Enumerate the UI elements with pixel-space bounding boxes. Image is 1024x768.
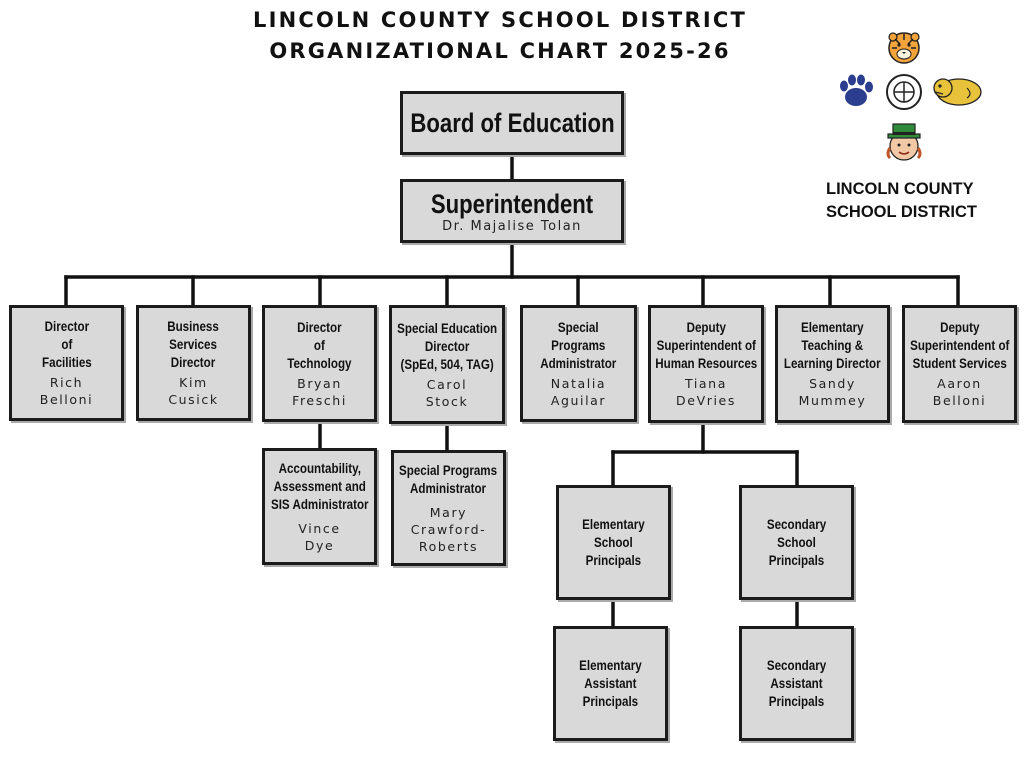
bear-paw-icon [840, 75, 873, 107]
person-name: Kim Cusick [168, 375, 219, 407]
deputy-superintendent-hr-box [648, 305, 764, 423]
superintendent-name: Dr. Majalise Tolan [442, 218, 582, 234]
superintendent-label: Superintendent [430, 188, 594, 219]
role-label: Deputy Superintendent of Human Resources [655, 320, 757, 371]
special-programs-administrator-sub-box [391, 450, 506, 566]
director-technology-box [262, 305, 377, 422]
board-label: Board of Education [409, 107, 615, 138]
person-name: Bryan Freschi [292, 375, 347, 408]
role-label: Special Programs Administrator [540, 319, 617, 371]
person-name: Rich Belloni [39, 375, 94, 407]
role-label: Special Education Director (SpEd, 504, TAG) [396, 320, 498, 372]
leprechaun-mascot-icon [888, 124, 920, 160]
person-name: Vince Dye [298, 520, 341, 553]
logo-text-line1: LINCOLN COUNTY [826, 180, 974, 198]
district-logo [826, 26, 1006, 226]
special-programs-administrator-box [520, 305, 637, 422]
role-label: Special Programs Administrator [399, 462, 498, 496]
business-services-director-box [136, 305, 251, 421]
role-label: Deputy Superintendent of Student Services [909, 320, 1010, 371]
elementary-assistant-principals-box [553, 626, 668, 741]
role-label: Business Services Director [167, 319, 220, 370]
superintendent-box [400, 179, 624, 243]
person-name: Sandy Mummey [798, 376, 867, 408]
tiger-mascot-icon [889, 33, 919, 63]
director-facilities-box [9, 305, 124, 421]
chart-title-line1: LINCOLN COUNTY SCHOOL DISTRICT [253, 8, 747, 32]
compass-icon [887, 75, 921, 109]
role-label: Accountability, Assessment and SIS Administrator [270, 460, 369, 512]
role-label: Elementary Assistant Principals [579, 657, 642, 709]
person-name: Natalia Aguilar [550, 375, 607, 408]
person-name: Tiana DeVries [676, 376, 736, 408]
chart-title-line2: ORGANIZATIONAL CHART 2025-26 [269, 39, 731, 63]
elementary-school-principals-box [556, 485, 671, 600]
person-name: Mary Crawford- Roberts [410, 504, 487, 554]
accountability-assessment-box [262, 448, 377, 565]
special-education-director-box [389, 305, 505, 424]
logo-text [826, 178, 1006, 224]
person-name: Aaron Belloni [932, 376, 987, 408]
board-of-education-box [400, 91, 624, 155]
role-label: Director of Facilities [41, 319, 92, 370]
role-label: Elementary Teaching & Learning Director [784, 320, 881, 371]
role-label: Director of Technology [287, 319, 352, 371]
person-name: Carol Stock [425, 376, 469, 409]
secondary-assistant-principals-box [739, 626, 854, 741]
role-label: Secondary School Principals [766, 516, 827, 568]
secondary-school-principals-box [739, 485, 854, 600]
deputy-superintendent-student-services-box [902, 305, 1017, 423]
cougar-mascot-icon [934, 79, 981, 105]
role-label: Secondary Assistant Principals [766, 657, 827, 709]
role-label: Elementary School Principals [582, 516, 645, 568]
logo-text-line2: SCHOOL DISTRICT [826, 203, 977, 221]
elementary-teaching-learning-director-box [775, 305, 890, 423]
